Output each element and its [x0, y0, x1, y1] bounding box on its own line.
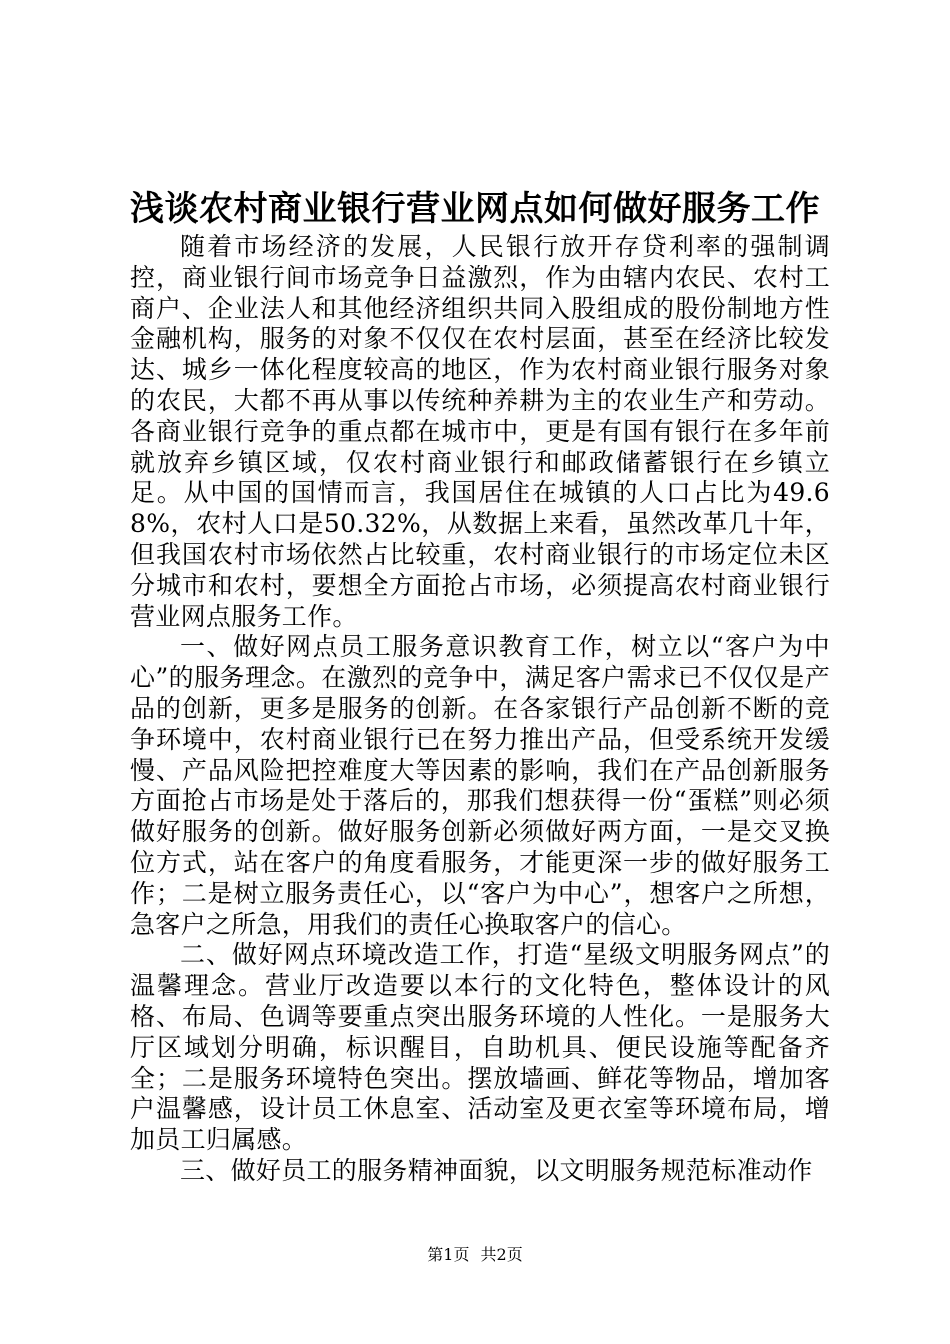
page-footer	[0, 1245, 950, 1265]
paragraph-section-1: 一、做好网点员工服务意识教育工作，树立以“客户为中心”的服务理念。在激烈的竞争中，满足客户需求已不仅仅是产品的创新，更多是服务的创新。在各家银行产品创新不断的竞争环境中，农村商业银行已在努力推出产品，但受系统开发缓慢、产品风险把控难度大等因素的影响，我们在产品创新服务方面抢占市场是处于落后的，那我们想获得一份“蛋糕”则必须做好服务的创新。做好服务创新必须做好两方面，一是交叉换位方式，站在客户的角度看服务，才能更深一步的做好服务工作；二是树立服务责任心，以“客户为中心”，想客户之所想，急客户之所急，用我们的责任心换取客户的信心。	[130, 632, 830, 939]
page-total: 共2页	[480, 1245, 523, 1264]
document-title: 浅谈农村商业银行营业网点如何做好服务工作	[130, 189, 820, 229]
page-number: 第1页	[427, 1245, 470, 1264]
document-body	[130, 232, 830, 1187]
paragraph-section-3: 三、做好员工的服务精神面貌，以文明服务规范标准动作	[180, 1155, 813, 1185]
paragraph-section-2: 二、做好网点环境改造工作，打造“星级文明服务网点”的温馨理念。营业厅改造要以本行的文化特色，整体设计的风格、布局、色调等要重点突出服务环境的人性化。一是服务大厅区域划分明确，标识醒目，自助机具、便民设施等配备齐全；二是服务环境特色突出。摆放墙画、鲜花等物品，增加客户温馨感，设计员工休息室、活动室及更衣室等环境布局，增加员工归属感。	[130, 940, 830, 1155]
paragraph-intro: 随着市场经济的发展，人民银行放开存贷利率的强制调控，商业银行间市场竞争日益激烈，作为由辖内农民、农村工商户、企业法人和其他经济组织共同入股组成的股份制地方性金融机构，服务的对象不仅仅在农村层面，甚至在经济比较发达、城乡一体化程度较高的地区，作为农村商业银行服务对象的农民，大都不再从事以传统种养耕为主的农业生产和劳动。各商业银行竞争的重点都在城市中，更是有国有银行在多年前就放弃乡镇区域，仅农村商业银行和邮政储蓄银行在乡镇立足。从中国的国情而言，我国居住在城镇的人口占比为49.68%，农村人口是50.32%，从数据上来看，虽然改革几十年，但我国农村市场依然占比较重，农村商业银行的市场定位未区分城市和农村，要想全方面抢占市场，必须提高农村商业银行营业网点服务工作。	[130, 232, 830, 631]
